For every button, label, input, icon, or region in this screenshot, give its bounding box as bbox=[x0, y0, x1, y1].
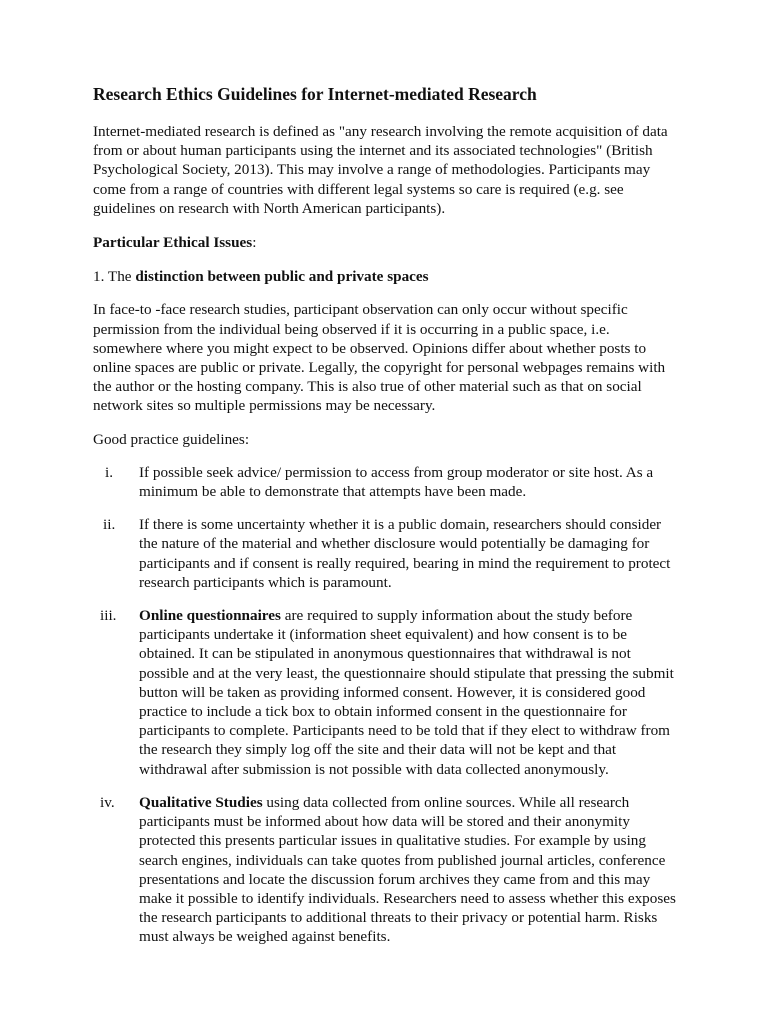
page-title: Research Ethics Guidelines for Internet-mediated Research bbox=[93, 84, 537, 104]
good-practice-label: Good practice guidelines: bbox=[93, 430, 250, 448]
guideline-marker: iv. bbox=[100, 793, 115, 811]
section-1-number: 1. The bbox=[93, 268, 136, 286]
section-1-heading bbox=[93, 267, 678, 286]
guideline-text: If possible seek advice/ permission to access from group moderator or site host. As a minimum be able to demonstrate that attempts have been made. bbox=[139, 463, 654, 501]
guideline-marker: ii. bbox=[103, 516, 116, 534]
guideline-item bbox=[93, 793, 678, 947]
guidelines-list bbox=[93, 463, 678, 947]
section-1-paragraph: In face-to -face research studies, participant observation can only occur without specific permission from the individual being observed if it is occurring in a public space, i.e. somewhere where you might expect to be observed. Opinions differ about whether posts to online spaces are public or private. Legally, the copyright for personal webpages remains with the author or the hosting company. This is also true of other material such as that on social network sites so multiple permissions may be necessary. bbox=[93, 301, 666, 415]
guideline-item bbox=[93, 463, 678, 501]
guideline-marker: iii. bbox=[100, 607, 117, 625]
issues-heading-text: Particular Ethical Issues bbox=[93, 234, 253, 252]
guideline-text: If there is some uncertainty whether it is a public domain, researchers should consider the nature of the material and whether disclosure would potentially be damaging for participants and if consent is really required, bearing in mind the requirement to protect research participants which is paramount. bbox=[139, 516, 671, 591]
section-1-heading-text: distinction between public and private spaces bbox=[135, 268, 429, 286]
guideline-item bbox=[93, 606, 678, 779]
issues-heading bbox=[93, 233, 678, 252]
guideline-item bbox=[93, 515, 678, 592]
guideline-text: Online questionnaires are required to supply information about the study before participants undertake it (information sheet equivalent) and how consent is to be obtained. It can be stipulated in anonymous questionnaires that withdrawal is not possible and at the very least, the questionnaire should stipulate that pressing the submit button will be taken as providing informed consent. However, it is considered good practice to include a tick box to obtain informed consent in the questionnaire for participants to complete. Participants need to be told that if they elect to withdraw from the research they simply log off the site and their data will not be kept and that withdrawal after submission is not possible with data collected anonymously. bbox=[139, 607, 674, 778]
guideline-text: Qualitative Studies using data collected from online sources. While all research participants must be informed about how data will be stored and their anonymity protected this presents particular issues in qualitative studies. For example by using search engines, individuals can take quotes from published journal articles, conference presentations and locate the discussion forum archives they came from and this may make it possible to identify individuals. Researchers need to assess whether this exposes the research participants to additional threats to their privacy or potential harm. Risks must always be weighed against benefits. bbox=[139, 793, 676, 946]
issues-heading-colon: : bbox=[252, 234, 257, 252]
intro-paragraph: Internet-mediated research is defined as "any research involving the remote acquisition of data from or about human participants using the internet and its associated technologies" (British Psychological Society, 2013). This may involve a range of methodologies. Participants may come from a range of countries with different legal systems so care is required (e.g. see guidelines on research with North American participants). bbox=[93, 123, 668, 217]
guideline-marker: i. bbox=[105, 463, 114, 481]
